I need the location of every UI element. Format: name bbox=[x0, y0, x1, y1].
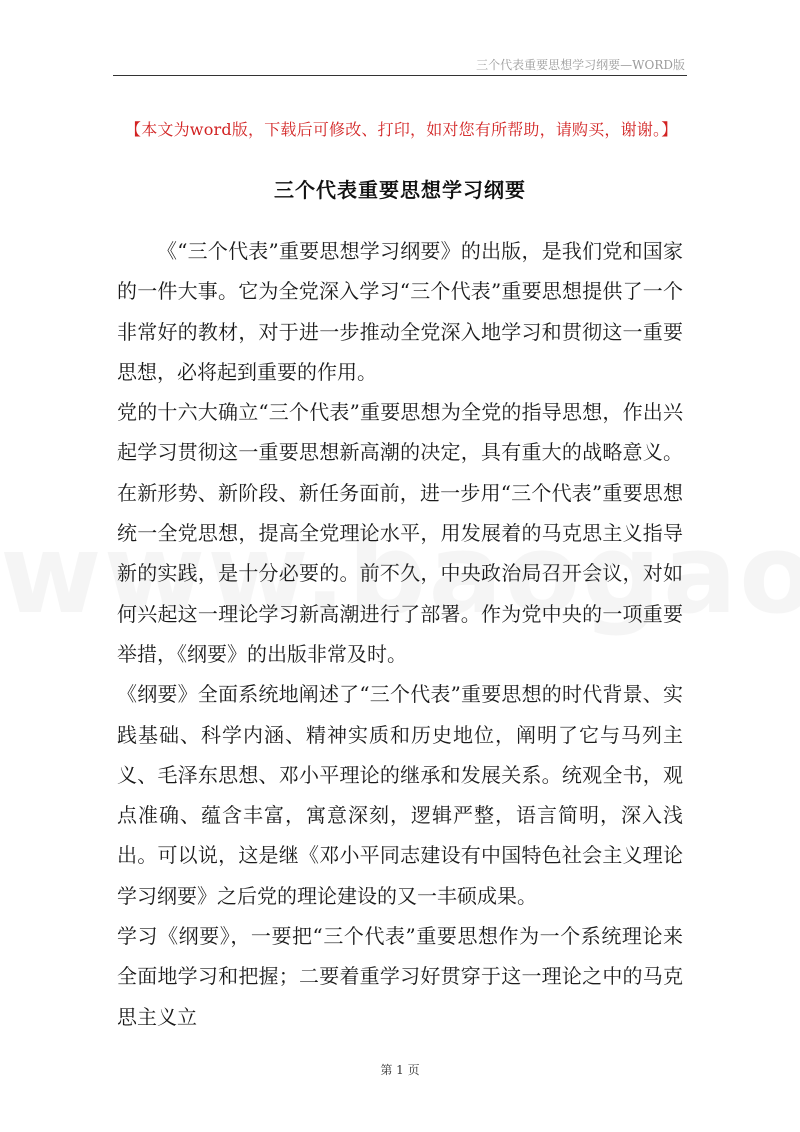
paragraph-3: 《纲要》全面系统地阐述了“三个代表”重要思想的时代背景、实践基础、科学内涵、精神实质和历史地位，阐明了它与马列主义、毛泽东思想、邓小平理论的继承和发展关系。统观全书，观点准确、蕴含丰富，寓意深刻，逻辑严整，语言简明，深入浅出。可以说，这是继《邓小平同志建设有中国特色社会主义理论学习纲要》之后党的理论建设的又一丰硕成果。 bbox=[117, 682, 683, 908]
header-divider bbox=[113, 75, 687, 76]
running-header: 三个代表重要思想学习纲要—WORD版 bbox=[476, 58, 685, 72]
paragraph-1: 《“三个代表”重要思想学习纲要》的出版，是我们党和国家的一件大事。它为全党深入学习“三个代表”重要思想提供了一个非常好的教材，对于进一步推动全党深入地学习和贯彻这一重要思想，必将起到重要的作用。 bbox=[117, 239, 683, 384]
paragraph-4: 学习《纲要》，一要把“三个代表”重要思想作为一个系统理论来全面地学习和把握；二要着重学习好贯穿于这一理论之中的马克思主义立 bbox=[117, 924, 683, 1029]
download-notice: 【本文为word版，下载后可修改、打印，如对您有所帮助，请购买，谢谢。】 bbox=[125, 120, 678, 139]
document-title: 三个代表重要思想学习纲要 bbox=[274, 178, 526, 202]
page-number: 第 1 页 bbox=[380, 1063, 420, 1077]
document-body bbox=[117, 231, 683, 1037]
paragraph-2: 党的十六大确立“三个代表”重要思想为全党的指导思想，作出兴起学习贯彻这一重要思想新高潮的决定，具有重大的战略意义。在新形势、新阶段、新任务面前，进一步用“三个代表”重要思想统一全党思想，提高全党理论水平，用发展着的马克思主义指导新的实践，是十分必要的。前不久，中央政治局召开会议，对如何兴起这一理论学习新高潮进行了部署。作为党中央的一项重要举措，《纲要》的出版非常及时。 bbox=[117, 400, 683, 666]
